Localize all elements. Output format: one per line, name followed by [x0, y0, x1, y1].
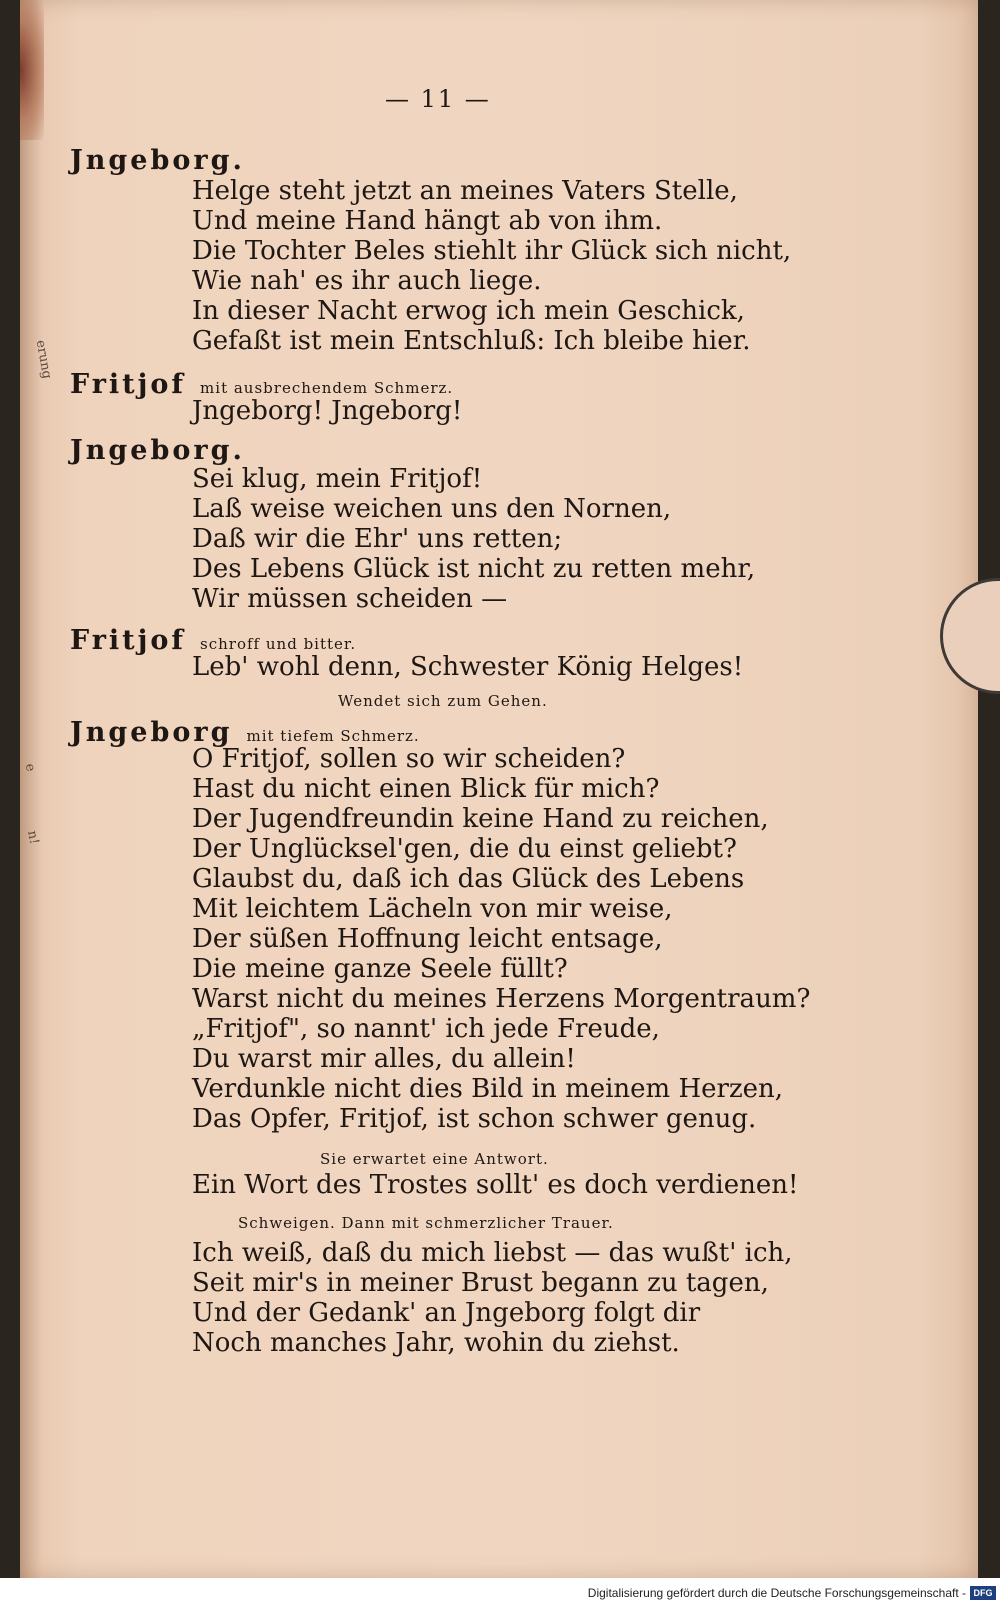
digitization-footer	[0, 1578, 1000, 1608]
page-number: — 11 —	[385, 85, 491, 113]
stage-direction: Wendet sich zum Gehen.	[338, 692, 548, 710]
speaker-name: Fritjof	[70, 625, 187, 656]
verse-line: Jngeborg! Jngeborg!	[192, 396, 463, 426]
verse-line: Der Jugendfreundin keine Hand zu reichen,	[192, 804, 769, 834]
verse-line: Wie nah' es ihr auch liege.	[192, 266, 542, 296]
verse-line: Sei klug, mein Fritjof!	[192, 464, 483, 494]
footer-credit: Digitalisierung gefördert durch die Deutsche Forschungsgemeinschaft -	[587, 1586, 966, 1600]
speaker-name: Jngeborg.	[70, 145, 245, 176]
verse-line: Die meine ganze Seele füllt?	[192, 954, 568, 984]
verse-line: Der süßen Hoffnung leicht entsage,	[192, 924, 663, 954]
stage-direction: Schweigen. Dann mit schmerzlicher Trauer.	[238, 1214, 614, 1232]
verse-line: Und der Gedank' an Jngeborg folgt dir	[192, 1298, 701, 1328]
verse-line: Gefaßt ist mein Entschluß: Ich bleibe hier.	[192, 326, 751, 356]
play-text	[20, 0, 978, 1578]
verse-line: Ich weiß, daß du mich liebst — das wußt' ich,	[192, 1238, 793, 1268]
verse-line: Und meine Hand hängt ab von ihm.	[192, 206, 663, 236]
verse-line: Das Opfer, Fritjof, ist schon schwer genug.	[192, 1104, 757, 1134]
verse-line: Daß wir die Ehr' uns retten;	[192, 524, 563, 554]
speaker-name: Fritjof	[70, 369, 187, 400]
verse-line: Du warst mir alles, du allein!	[192, 1044, 576, 1074]
verse-line: O Fritjof, sollen so wir scheiden?	[192, 744, 626, 774]
verse-line: Glaubst du, daß ich das Glück des Lebens	[192, 864, 745, 894]
verse-line: Warst nicht du meines Herzens Morgentraum?	[192, 984, 811, 1014]
verse-line: Ein Wort des Trostes sollt' es doch verdienen!	[192, 1170, 799, 1200]
speaker-line	[70, 436, 245, 466]
verse-line: Der Unglücksel'gen, die du einst geliebt?	[192, 834, 737, 864]
verse-line: Laß weise weichen uns den Nornen,	[192, 494, 672, 524]
verse-line: Wir müssen scheiden —	[192, 584, 508, 614]
verse-line: Leb' wohl denn, Schwester König Helges!	[192, 652, 744, 682]
verse-line: Hast du nicht einen Blick für mich?	[192, 774, 660, 804]
dfg-logo: DFG	[970, 1586, 996, 1600]
margin-fragment: e	[21, 762, 38, 773]
stage-direction: mit ausbrechendem Schmerz.	[200, 379, 454, 397]
book-page	[20, 0, 978, 1578]
verse-line: Helge steht jetzt an meines Vaters Stelle,	[192, 176, 738, 206]
speaker-name: Jngeborg.	[70, 435, 245, 466]
verse-line: Verdunkle nicht dies Bild in meinem Herzen,	[192, 1074, 784, 1104]
speaker-line	[70, 146, 245, 176]
speaker-name: Jngeborg	[70, 717, 233, 748]
verse-line: Seit mir's in meiner Brust begann zu tagen,	[192, 1268, 769, 1298]
margin-fragment: n!	[24, 829, 42, 846]
verse-line: Die Tochter Beles stiehlt ihr Glück sich nicht,	[192, 236, 792, 266]
verse-line: Noch manches Jahr, wohin du ziehst.	[192, 1328, 680, 1358]
verse-line: In dieser Nacht erwog ich mein Geschick,	[192, 296, 745, 326]
verse-line: „Fritjof", so nannt' ich jede Freude,	[192, 1014, 660, 1044]
verse-line: Mit leichtem Lächeln von mir weise,	[192, 894, 673, 924]
stage-direction: mit tiefem Schmerz.	[246, 727, 420, 745]
stage-direction: schroff und bitter.	[200, 635, 357, 653]
verse-line: Des Lebens Glück ist nicht zu retten mehr,	[192, 554, 756, 584]
stage-direction: Sie erwartet eine Antwort.	[320, 1150, 549, 1168]
margin-fragment: erung	[32, 339, 55, 380]
